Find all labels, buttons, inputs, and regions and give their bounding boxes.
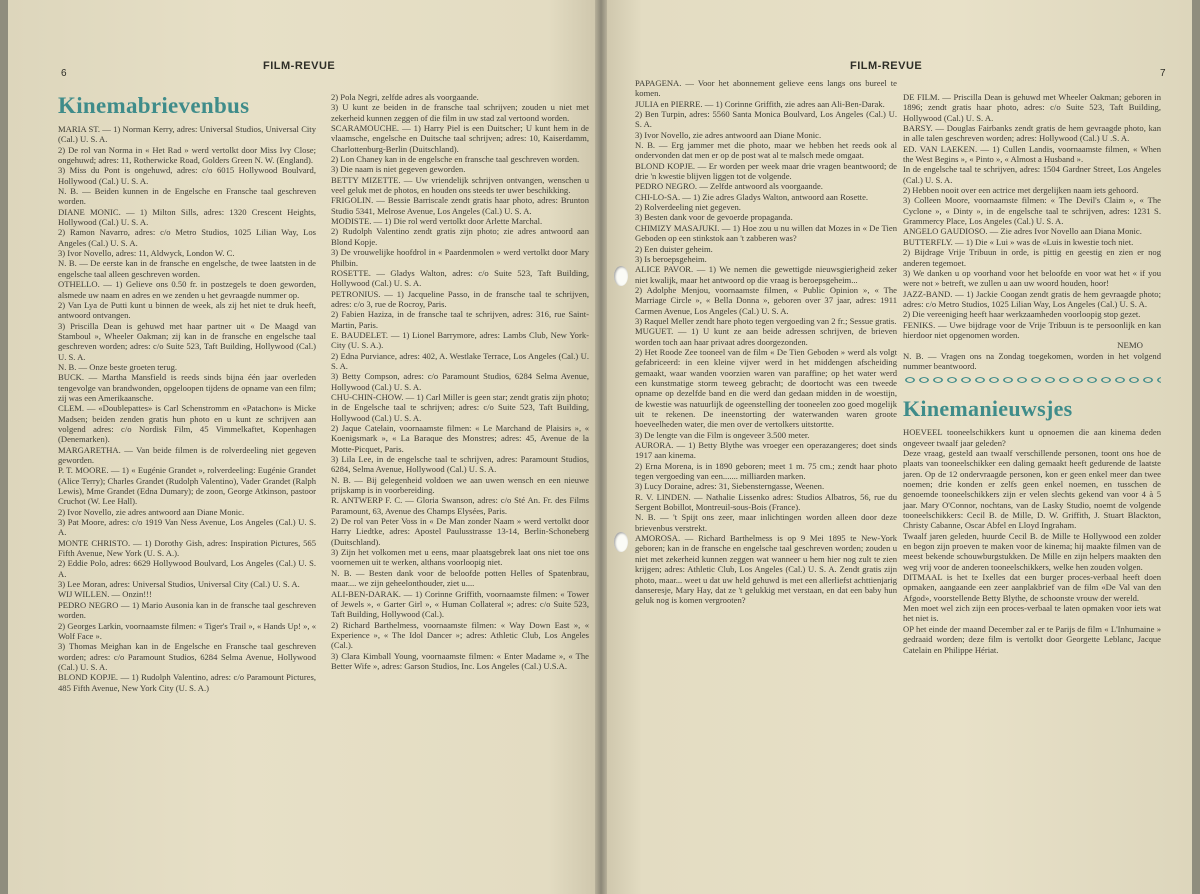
- paragraph: 2) De rol van Peter Voss in « De Man zonder Naam » werd vertolkt door Harry Liedtke, adres: Apostel Paulusstrasse 13-14, Berlin-Schoneberg (Duitschland).: [331, 516, 589, 547]
- paragraph: JAZZ-BAND. — 1) Jackie Coogan zendt gratis de hem gevraagde photo; adres: c/o Metro Studios, 1025 Lilian Way, Los Angeles (Cal.) U. S. A.: [903, 288, 1161, 309]
- paragraph: ROSETTE. — Gladys Walton, adres: c/o Suite 523, Taft Building, Hollywood (Cal.) U. S. A.: [331, 267, 589, 289]
- paragraph: BLOND KOPJE. — 1) Rudolph Valentino, adres: c/o Paramount Pictures, 485 Fifth Avenue, New York City (U. S. A.): [58, 672, 316, 693]
- paragraph: DIANE MONIC. — 1) Milton Sills, adres: 1320 Crescent Heights, Hollywood (Cal.) U. S. A.: [58, 206, 316, 228]
- paragraph: MARIA ST. — 1) Norman Kerry, adres: Universal Studios, Universal City (Cal.) U. S. A.: [58, 124, 316, 145]
- news-list: [903, 427, 1161, 655]
- section-title-kinemabrievenbus: Kinemabrievenbus: [58, 93, 250, 118]
- paragraph: BUCK. — Martha Mansfield is reeds sinds bijna één jaar overleden tengevolge van brandwonden, opgeloopen tijdens de opname van een film; zij was een Amerikaansche.: [58, 372, 316, 403]
- left-column-2: [331, 92, 589, 671]
- paragraph: 3) U kunt ze beiden in de fransche taal schrijven; zouden u niet met zekerheid kunnen zeggen of die film in uw stad zal vertoond worden.: [331, 102, 589, 123]
- paragraph: MUGUET. — 1) U kunt ze aan beide adressen schrijven, de brieven worden toch aan haar privaat adres doorgezonden.: [635, 326, 897, 347]
- paragraph: 2) Jaque Catelain, voornaamste filmen: « Le Marchand de Plaisirs », « Koenigsmark », « La Baraque des Monstres; adres: 45, Avenue de la Motte-Picquet, Paris.: [331, 423, 589, 454]
- paragraph: N. B. — Bij gelegenheid voldoen we aan uwen wensch en een nieuwe prijskamp is in voorbereiding.: [331, 474, 589, 496]
- paragraph: 3) Clara Kimball Young, voornaamste filmen: « Enter Madame », « The Better Wife », adres: Garson Studios, Inc. Los Angeles (Cal.) U.S.A.: [331, 650, 589, 671]
- paragraph: HOEVEEL tooneelschikkers kunt u opnoemen die aan kinema deden ongeveer twaalf jaar geleden?: [903, 427, 1161, 448]
- right-page: [607, 0, 1192, 894]
- paragraph: 2) Bijdrage Vrije Tribuun in orde, is pittig en geestig en zien er nog anderen tegemoet.: [903, 247, 1161, 268]
- left-column-1: [58, 92, 316, 693]
- paragraph: 3) Pat Moore, adres: c/o 1919 Van Ness Avenue, Los Angeles (Cal.) U. S. A.: [58, 517, 316, 538]
- paragraph: 3) Ivor Novello, zie adres antwoord aan Diane Monic.: [635, 129, 822, 140]
- paragraph: AURORA. — 1) Betty Blythe was vroeger een operazangeres; doet sinds 1917 aan kinema.: [635, 440, 897, 461]
- paragraph: 2) Fabien Haziza, in de fransche taal te schrijven, adres: 316, rue Saint-Martin, Paris.: [331, 309, 589, 330]
- punch-hole-bottom: [614, 532, 628, 552]
- paragraph: 2) Die vereeniging heeft haar werkzaamheden voorloopig stop gezet.: [903, 309, 1141, 320]
- paragraph: ANGELO GAUDIOSO. — Zie adres Ivor Novello aan Diana Monic.: [903, 226, 1142, 237]
- paragraph: MARGARETHA. — Van beide filmen is de rolverdeeling niet gegeven geworden.: [58, 444, 316, 465]
- paragraph: OP het einde der maand December zal er te Parijs de film « L'Inhumaine » gedraaid worden; deze film is vertolkt door Georgette Leblanc, Jacque Catelain en Philippe Hériat.: [903, 623, 1161, 655]
- paragraph: 3) Is beroepsgeheim.: [635, 253, 707, 264]
- paragraph: 3) Besten dank voor de gevoerde propaganda.: [635, 212, 793, 223]
- paragraph: MONTE CHRISTO. — 1) Dorothy Gish, adres: Inspiration Pictures, 565 Fifth Avenue, New York (U. S. A.).: [58, 537, 316, 559]
- paragraph: 2) Ramon Navarro, adres: c/o Metro Studios, 1025 Lilian Way, Los Angeles (Cal.) U. S. A.: [58, 227, 316, 248]
- paragraph: 2) Een duister geheim.: [635, 243, 713, 254]
- paragraph: 3) Lee Moran, adres: Universal Studios, Universal City (Cal.) U. S. A.: [58, 579, 300, 590]
- paragraph: FENIKS. — Uwe bijdrage voor de Vrije Tribuun is te persoonlijk en kan hierdoor niet opgenomen worden.: [903, 319, 1161, 340]
- left-page: [8, 0, 595, 894]
- paragraph: R. V. LINDEN. — Nathalie Lissenko adres: Studios Albatros, 56, rue du Sergent Bobillot, Montreuil-sous-Bois (France).: [635, 491, 897, 513]
- paragraph: E. BAUDELET. — 1) Lionel Barrymore, adres: Lambs Club, New York-City (U. S. A.).: [331, 329, 589, 351]
- letters-list: [331, 92, 589, 671]
- paragraph: 2) Georges Larkin, voornaamste filmen: « Tiger's Trail », « Hands Up! », « Wolf Face ».: [58, 620, 316, 641]
- paragraph: PAPAGENA. — Voor het abonnement gelieve eens langs ons bureel te komen.: [635, 78, 897, 99]
- paragraph: ALI-BEN-DARAK. — 1) Corinne Griffith, voornaamste filmen: « Tower of Jewels », « Garter Girl », « Human Collateral »; adres: c/o Suite 523, Taft Building, Hollywood (Cal.).: [331, 588, 589, 620]
- paragraph: 2) Van Lya de Putti kunt u binnen de week, als zij het niet te druk heeft, antwoord ontvangen.: [58, 299, 316, 321]
- paragraph: 2) Ben Turpin, adres: 5560 Santa Monica Boulvard, Los Angeles (Cal.) U. S. A.: [635, 109, 897, 130]
- section-title-kinemanieuwsjes: Kinemanieuwsjes: [903, 396, 1073, 422]
- paragraph: N. B. — Besten dank voor de beloofde potten Helles of Spatenbrau, maar.... we zijn geheelonthouder, ziet u....: [331, 567, 589, 589]
- paragraph: 2) Rolverdeeling niet gegeven.: [635, 202, 741, 213]
- paragraph: PETRONIUS. — 1) Jacqueline Passo, in de fransche taal te schrijven, adres: c/o 3, rue de Rocroy, Paris.: [331, 288, 589, 309]
- paragraph: 2) Eddie Polo, adres: 6629 Hollywood Boulvard, Los Angeles (Cal.) U. S. A.: [58, 558, 316, 579]
- paragraph: 3) Raquel Meller zendt hare photo tegen vergoeding van 2 fr.; Sessue gratis.: [635, 315, 897, 326]
- paragraph: 3) Priscilla Dean is gehuwd met haar partner uit « De Maagd van Stamboul », Wheeler Oakman; zij kan in de fransche en engelsche taal geschreven worden; adres: c/o Suite 523, Taft Building, Hollywood (Cal.) U. S. A.: [58, 320, 316, 362]
- paragraph: BARSY. — Douglas Fairbanks zendt gratis de hem gevraagde photo, kan in alle talen geschreven worden; adres: Hollywood (Cal.) U .S. A.: [903, 123, 1161, 144]
- paragraph: 3) We danken u op voorhand voor het beloofde en voor wat het « if you were not » betreft, we zullen u aan uw woord houden, hoor!: [903, 267, 1161, 289]
- letters-list: [58, 124, 316, 693]
- paragraph: Men moet wel zich zijn een proces-verbaal te laten opmaken voor iets wat het niet is.: [903, 603, 1161, 624]
- paragraph: AMOROSA. — Richard Barthelmess is op 9 Mei 1895 te New-York geboren; kan in de fransche en engelsche taal geschreven worden; zouden u niet met zekerheid kunnen zeggen wat wanneer u hem hier nog zult te zien krijgen; adres: Athletic Club, Los Angeles (Cal.) U. S. A. Zendt gratis zijn photo, maar... weet u dat uw held gehuwd is met een allerliefst achttienjarig danseresje, Mary Hay, dat ze 't gelukkig met verstaan, en dat een baby hun geluk nog is komen vergrooten?: [635, 533, 897, 606]
- letters-list: [903, 92, 1161, 340]
- paragraph: JULIA en PIERRE. — 1) Corinne Griffith, zie adres aan Ali-Ben-Darak.: [635, 98, 885, 109]
- paragraph: 3) Colleen Moore, voornaamste filmen: « The Devil's Claim », « The Cyclone », « Dinty », in de engelsche taal te schrijven, adres: 1231 S. Grammercy Place, Los Angeles (Cal.) U. S. A.: [903, 195, 1161, 227]
- paragraph: CLEM. — «Doublepattes» is Carl Schenstromm en «Patachon» is Micke Madsen; beiden zenden gratis hun photo en u kunt ze schrijven aan volgend adres: c/o Nordisk Film, 45 Vimmelkaftet, Kopenhagen (Denemarken).: [58, 403, 316, 445]
- paragraph: BUTTERFLY. — 1) Die « Lui » was de «Luis in kwestie toch niet.: [903, 236, 1134, 247]
- paragraph: 3) Betty Compson, adres: c/o Paramount Studios, 6284 Selma Avenue, Hollywood (Cal.) U. S. A.: [331, 371, 589, 392]
- paragraph: 2) Edna Purviance, adres: 402, A. Westlake Terrace, Los Angeles (Cal.) U. S. A.: [331, 350, 589, 371]
- paragraph: 2) Erna Morena, is in 1890 geboren; meet 1 m. 75 cm.; zendt haar photo tegen vergoeding van een....... milliarden marken.: [635, 460, 897, 482]
- paragraph: R. ANTWERP F. C. — Gloria Swanson, adres: c/o Sté An. Fr. des Films Paramount, 63, Avenue des Champs Elysées, Paris.: [331, 495, 589, 516]
- paragraph: 2) Ivor Novello, zie adres antwoord aan Diane Monic.: [58, 506, 245, 517]
- paragraph: 3) De lengte van die Film is ongeveer 3.500 meter.: [635, 429, 810, 440]
- right-column-2: [903, 92, 1161, 655]
- paragraph: PEDRO NEGRO — 1) Mario Ausonia kan in de fransche taal geschreven worden.: [58, 599, 316, 621]
- paragraph: ED. VAN LAEKEN. — 1) Cullen Landis, voornaamste filmen, « When the West Begins », « Pinto », « Almost a Husband ».: [903, 143, 1161, 165]
- running-header-right: FILM-REVUE: [850, 60, 923, 72]
- paragraph: Deze vraag, gesteld aan twaalf verschillende personen, toont ons hoe de plaats van tooneelschikker een daling gemaakt heeft gedurende de laatste jaren. Op de 12 ondervraagde personen, kon er geen enkel meer dan twee noemen; drie konden er zelfs geen enkel noemen, en tusschen de genoemde tooneelschikkers zijn er velen slechts gekend van voor 4 à 5 jaar. Mary O'Connor, nochtans, van de Lasky Studio, noemt de volgende tooneelschikkers: Cecil B. de Mille, D. W. Griffith, J. Stuart Blackton, Christy Cabanne, Oscar Abfel en Lloyd Ingraham.: [903, 447, 1161, 531]
- decorative-divider: [903, 375, 1161, 385]
- paragraph: CHIMIZY MASAJUKI. — 1) Hoe zou u nu willen dat Mozes in « De Tien Geboden op een stinkstok aan 't zabberen was?: [635, 222, 897, 244]
- paragraph: CHI-LO-SA. — 1) Zie adres Gladys Walton, antwoord aan Rosette.: [635, 191, 869, 202]
- punch-hole-top: [614, 266, 628, 286]
- paragraph: FRIGOLIN. — Bessie Barriscale zendt gratis haar photo, adres: Brunton Studio 5341, Melrose Avenue, Los Angeles (Cal.) U. S. A.: [331, 195, 589, 216]
- paragraph: BLOND KOPJE. — Er worden per week maar drie vragen beantwoord; de drie 'n kwestie blijven liggen tot de volgende.: [635, 160, 897, 182]
- paragraph: BETTY MIZETTE. — Uw vriendelijk schrijven ontvangen, wenschen u veel geluk met de photos, en houden ons steeds ter uwer beschikking.: [331, 174, 589, 196]
- paragraph: ALICE PAVOR. — 1) We nemen die gewettigde nieuwsgierigheid zeker niet kwalijk, maar het antwoord op die vraag is beroepsgeheim...: [635, 264, 897, 285]
- paragraph: SCARAMOUCHE. — 1) Harry Piel is een Duitscher; U kunt hem in de vlaamsche, engelsche en Duitsche taal schrijven; adres: 10, Kaiserdamm, Charlottenburg-Berlin (Duitschland).: [331, 123, 589, 154]
- paragraph: N. B. — Beiden kunnen in de Engelsche en Fransche taal geschreven worden.: [58, 186, 316, 207]
- right-column-1: [635, 78, 897, 606]
- paragraph: N. B. — 't Spijt ons zeer, maar inlichtingen worden alleen door deze brievenbus verstrekt.: [635, 512, 897, 533]
- paragraph: 2) De rol van Norma in « Het Rad » werd vertolkt door Miss Ivy Close; ongehuwd; adres: 11, Rotherwicke Road, Golders Green N. W. (England).: [58, 144, 316, 166]
- page-number-left: 6: [61, 68, 67, 79]
- paragraph: 2) Adolphe Menjou, voornaamste filmen, « Public Opinion », « The Marriage Circle », « Bella Donna », geboren over 37 jaar, adres: 1911 Carmen Avenue, Los Angeles (Cal.) U. S. A.: [635, 284, 897, 316]
- paragraph: In de engelsche taal te schrijven, adres: 1504 Gardner Street, Los Angeles (Cal.) U. S. A.: [903, 164, 1161, 185]
- paragraph: 3) Zijn het volkomen met u eens, maar plaatsgebrek laat ons niet toe ons voornemen uit te werken, althans voorloopig niet.: [331, 547, 589, 568]
- paragraph: CHU-CHIN-CHOW. — 1) Carl Miller is geen star; zendt gratis zijn photo; in de Engelsche taal te schrijven; adres: c/o Suite 523, Taft Building, Hollywood (Cal.) U. S. A.: [331, 391, 589, 423]
- binding-gutter: [595, 0, 607, 894]
- paragraph: N. B. — De eerste kan in de fransche en engelsche, de twee laatsten in de engelsche taal alleen geschreven worden.: [58, 258, 316, 279]
- paragraph: 2) Pola Negri, zelfde adres als voorgaande.: [331, 92, 479, 102]
- paragraph: PEDRO NEGRO. — Zelfde antwoord als voorgaande.: [635, 181, 823, 192]
- paragraph: OTHELLO. — 1) Gelieve ons 0.50 fr. in postzegels te doen geworden, alsmede uw naam en adres en we zenden u het gevraagde nummer op.: [58, 279, 316, 300]
- page-number-right: 7: [1160, 68, 1166, 79]
- paragraph: 3) Ivor Novello, adres: 11, Aldwyck, London W. C.: [58, 248, 235, 259]
- paragraph: N. B. — Erg jammer met die photo, maar we hebben het reeds ook al ondervonden dat men er op de post wat al te malsch mede omgaat.: [635, 140, 897, 161]
- paragraph: 2) Lon Chaney kan in de engelsche en fransche taal geschreven worden.: [331, 154, 580, 165]
- paragraph: 3) Lila Lee, in de engelsche taal te schrijven, adres: Paramount Studios, 6284, Selma Avenue, Hollywood (Cal.) U. S. A.: [331, 454, 589, 475]
- paragraph: 2) Hebben nooit over een actrice met dergelijken naam iets gehoord.: [903, 185, 1139, 196]
- paragraph: 3) Thomas Meighan kan in de Engelsche en Fransche taal geschreven worden; adres: c/o Paramount Studios, 6284 Selma Avenue, Hollywood (Cal.) U. S. A.: [58, 641, 316, 672]
- editor-signature: NEMO: [1117, 340, 1143, 351]
- paragraph: N. B. — Vragen ons na Zondag toegekomen, worden in het volgend nummer beantwoord.: [903, 350, 1161, 371]
- paragraph: 3) Miss du Pont is ongehuwd, adres: c/o 6015 Hollywood Boulvard, Hollywood (Cal.) U. S. A.: [58, 165, 316, 186]
- paragraph: DE FILM. — Priscilla Dean is gehuwd met Wheeler Oakman; geboren in 1896; zendt gratis haar photo, adres: c/o Suite 523, Taft Building, Hollywood (Cal.) U. S. A.: [903, 92, 1161, 123]
- paragraph: MODISTE. — 1) Die rol werd vertolkt door Arlette Marchal.: [331, 216, 543, 227]
- paragraph: 2) Het Roode Zee tooneel van de film « De Tien Geboden » werd als volgt gefabriceerd: in een kleine vijver werd in het middengen afscheiding gemaakt, waar wanden voorzien waren van paraffine; op het water werd een kunstmatige storm teweeg gebracht; de doortocht was een tweede opname op dezelfde band en die werd dan gedaan midden in de woestijn, de kwestie was natuurlijk de ogeenstelling der tooneelen zoo goed mogelijk uit te rekenen. De ineenstorting der waterwanden waren groote hoeveelheden water, die men over de vertolkers uitstortte.: [635, 346, 897, 430]
- paragraph: 3) De vrouwelijke hoofdrol in « Paardenmolen » werd vertolkt door Mary Philbin.: [331, 247, 589, 268]
- paragraph: DITMAAL is het te Ixelles dat een burger proces-verbaal heeft doen opmaken, aangaande een zeer aanplakbrief van de film «De Val van den Afgod», voorstellende Betty Blythe, de schoonste vrouw der wereld.: [903, 572, 1161, 603]
- paragraph: N. B. — Onze beste groeten terug.: [58, 361, 178, 372]
- paragraph: 2) Richard Barthelmess, voornaamste filmen: « Way Down East », « Experience », « The Idol Dancer »; adres: Athletic Club, Los Angeles (Cal.).: [331, 619, 589, 651]
- paragraph: P. T. MOORE. — 1) « Eugénie Grandet », rolverdeeling: Eugénie Grandet (Alice Terry); Charles Grandet (Rudolph Valentino), Vader Grandet (Ralph Lewis), Mme Grandet (Edna Dumary); de zoon, George Atkinson, pastoor Cruchot (W. Lee Hall).: [58, 465, 316, 507]
- notice-list: [903, 351, 1161, 372]
- paragraph: 3) Die naam is niet gegeven geworden.: [331, 164, 466, 175]
- paragraph: 2) Rudolph Valentino zendt gratis zijn photo; zie adres antwoord aan Blond Kopje.: [331, 226, 589, 247]
- paragraph: 3) Lucy Doraine, adres: 31, Siebensterngasse, Weenen.: [635, 481, 825, 492]
- paragraph: Twaalf jaren geleden, huurde Cecil B. de Mille te Hollywood een zolder en begon zijn proeven te maken voor de kinema; hij maakte filmen van de meest bekende schouwburgstukken. De Mille en zijn helpers maakten den weg vrij voor de anderen tooneelschikkers, welke hen zouden volgen.: [903, 530, 1161, 572]
- letters-list: [635, 78, 897, 606]
- paragraph: WIJ WILLEN. — Onzin!!!: [58, 589, 152, 600]
- running-header-left: FILM-REVUE: [263, 60, 336, 72]
